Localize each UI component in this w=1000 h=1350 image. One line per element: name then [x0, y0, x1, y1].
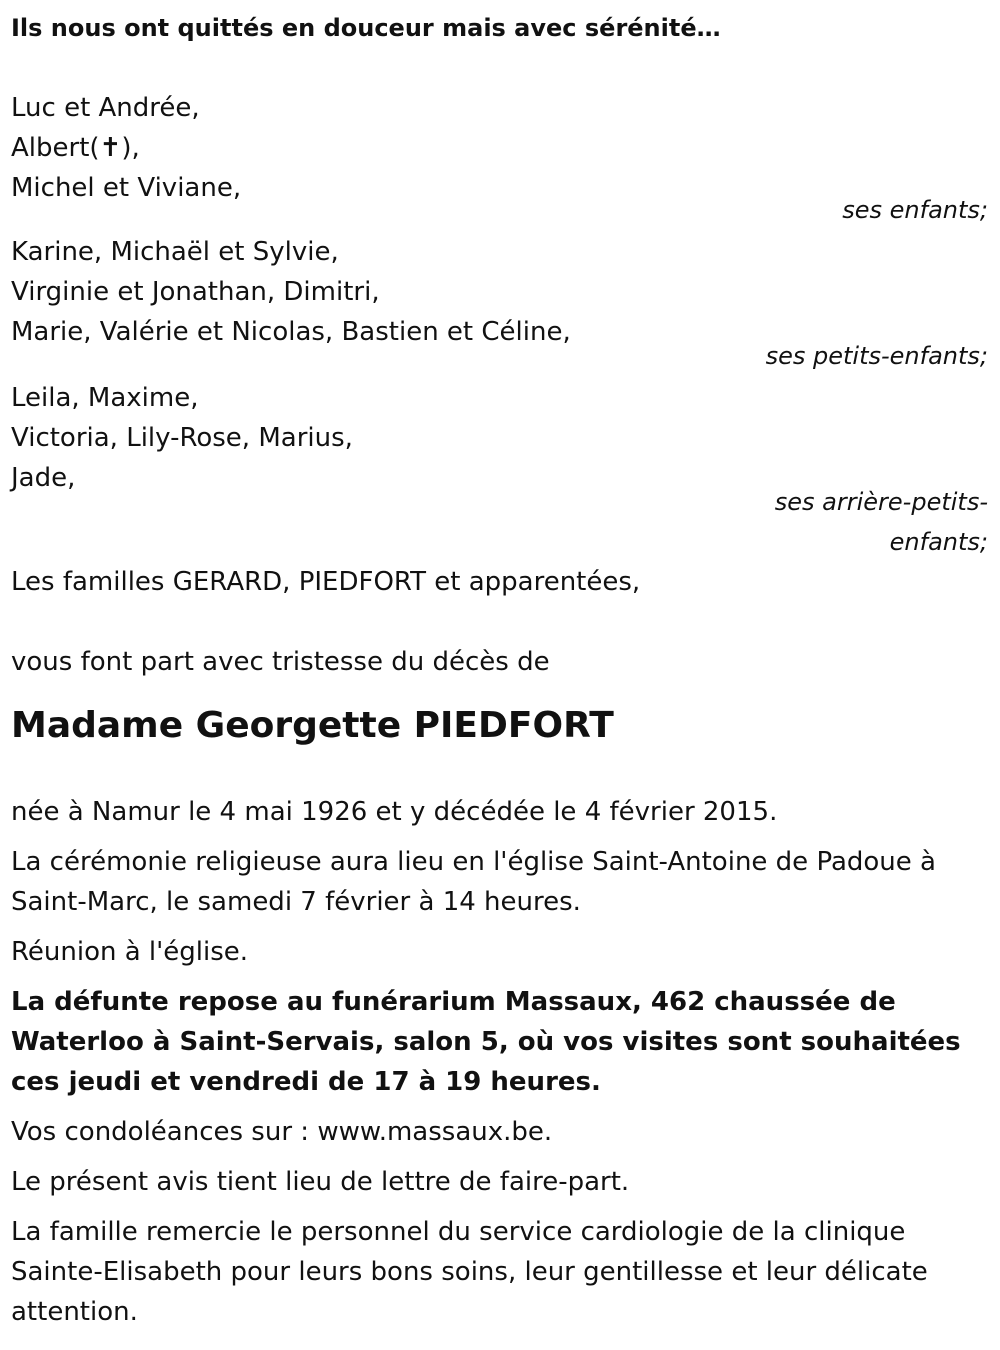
meeting-line: Réunion à l'église.	[11, 937, 249, 967]
condolences-line: Vos condoléances sur : www.massaux.be.	[11, 1117, 553, 1147]
children-line: Michel et Viviane,	[11, 173, 242, 203]
great-grandchildren-relation-cont: enfants;	[889, 528, 988, 556]
grandchildren-relation: ses petits-enfants;	[765, 342, 988, 370]
grandchildren-group	[11, 232, 990, 376]
children-line: Albert(✝),	[11, 133, 140, 163]
great-grandchildren-group	[11, 378, 990, 562]
grandchildren-line: Marie, Valérie et Nicolas, Bastien et Céline,	[11, 317, 571, 347]
grandchildren-line: Karine, Michaël et Sylvie,	[11, 237, 339, 267]
great-grandchildren-line: Jade,	[11, 463, 76, 493]
intro-line: Ils nous ont quittés en douceur mais avec sérénité…	[11, 14, 721, 42]
announce-line: vous font part avec tristesse du décès de	[11, 647, 550, 677]
birth-death-line: née à Namur le 4 mai 1926 et y décédée le 4 février 2015.	[11, 797, 778, 827]
children-group	[11, 88, 990, 230]
ceremony-paragraph: La cérémonie religieuse aura lieu en l'église Saint-Antoine de Padoue à Saint-Marc, le samedi 7 février à 14 heures.	[11, 847, 936, 917]
notice-line: Le présent avis tient lieu de lettre de faire-part.	[11, 1167, 630, 1197]
funeral-home-paragraph: La défunte repose au funérarium Massaux, 462 chaussée de Waterloo à Saint-Servais, salon 5, où vos visites sont souhaitées ces jeudi et vendredi de 17 à 19 heures.	[11, 987, 961, 1097]
families-line: Les familles GERARD, PIEDFORT et apparentées,	[11, 567, 641, 597]
children-line: Luc et Andrée,	[11, 93, 200, 123]
great-grandchildren-line: Victoria, Lily-Rose, Marius,	[11, 423, 353, 453]
great-grandchildren-line: Leila, Maxime,	[11, 383, 199, 413]
children-relation: ses enfants;	[842, 196, 988, 224]
thanks-paragraph: La famille remercie le personnel du service cardiologie de la clinique Sainte-Elisabeth pour leurs bons soins, leur gentillesse et leur délicate attention.	[11, 1217, 928, 1327]
great-grandchildren-relation: ses arrière-petits-	[774, 488, 988, 516]
deceased-name: Madame Georgette PIEDFORT	[11, 705, 614, 746]
grandchildren-line: Virginie et Jonathan, Dimitri,	[11, 277, 380, 307]
